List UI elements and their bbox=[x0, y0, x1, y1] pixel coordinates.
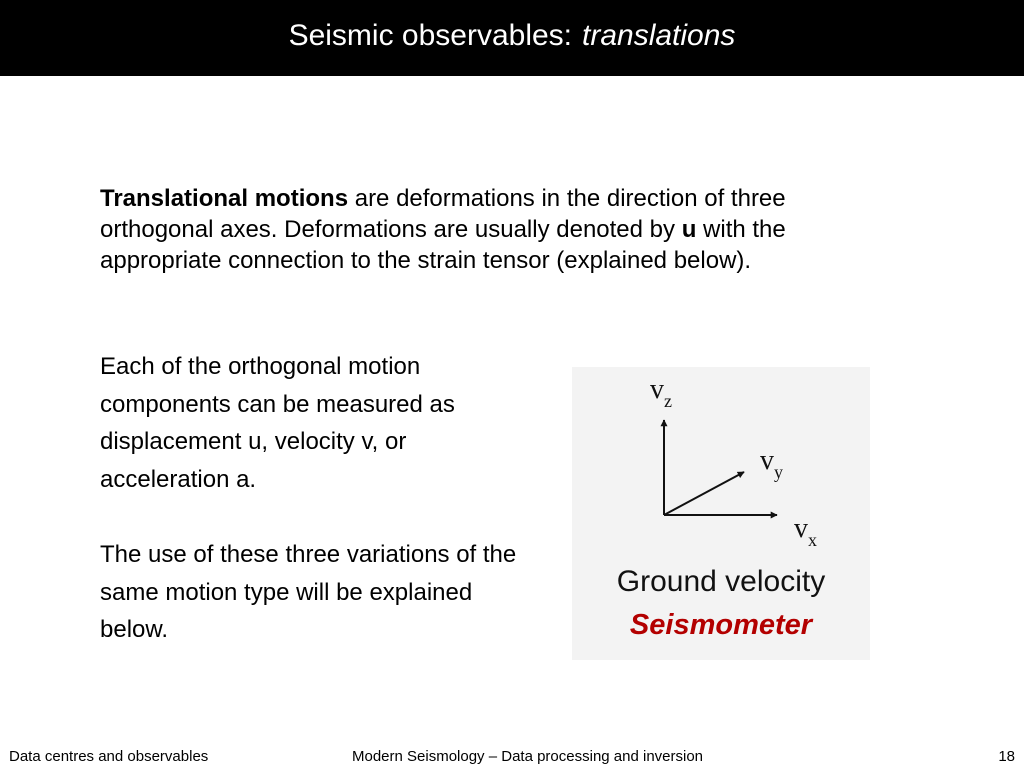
intro-text-2: with the appropriate connection to the strain tensor (explained below). bbox=[100, 216, 786, 274]
y-axis-arrow bbox=[664, 472, 744, 515]
paragraph-components: Each of the orthogonal motion components can be measured as displacement u, velocity v, or acceleration a. bbox=[100, 353, 455, 493]
intro-bold-symbol: u bbox=[681, 216, 697, 243]
ground-velocity-figure bbox=[572, 367, 870, 660]
figure-caption-ground-velocity: Ground velocity bbox=[616, 565, 826, 598]
figure-caption-seismometer: Seismometer bbox=[629, 609, 813, 641]
intro-text-1: are deformations in the direction of three orthogonal axes. Deformations are usually denoted by bbox=[100, 185, 786, 243]
label-vx: $v_x$ bbox=[794, 513, 817, 550]
slide-title-emphasis: translations bbox=[582, 19, 736, 52]
label-vz: $v_z$ bbox=[650, 374, 672, 411]
slide-title-main: Seismic observables: bbox=[288, 19, 573, 52]
intro-bold-term: Translational motions bbox=[100, 185, 349, 212]
paragraph-variations: The use of these three variations of the same motion type will be explained below. bbox=[100, 541, 517, 643]
label-vy: $v_y$ bbox=[760, 445, 783, 482]
title-bar bbox=[0, 0, 1024, 76]
footer-section-label: Data centres and observables bbox=[9, 748, 209, 765]
intro-paragraph bbox=[100, 183, 900, 276]
slide-title bbox=[289, 21, 736, 55]
footer-course-title: Modern Seismology – Data processing and inversion bbox=[352, 748, 704, 765]
footer-page-number: 18 bbox=[998, 748, 1015, 765]
